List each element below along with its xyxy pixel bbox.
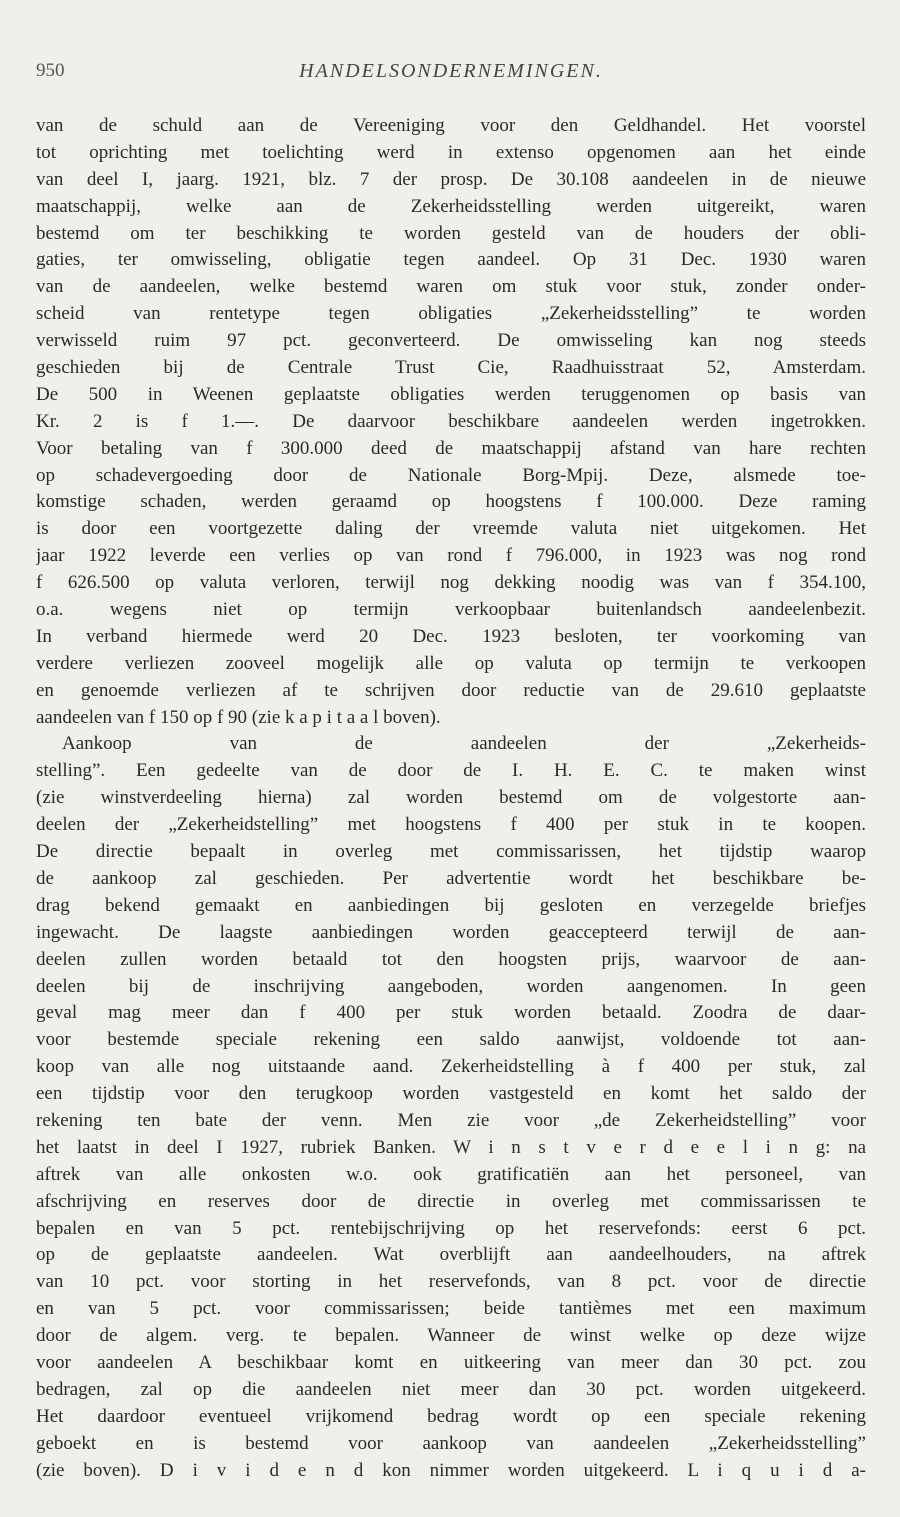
text-line: en genoemde verliezen af te schrijven door reductie van de 29.610 geplaatste <box>36 679 866 701</box>
text-line: voor bestemde speciale rekening een saldo aanwijst, voldoende tot aan- <box>36 1029 866 1051</box>
text-line: geval mag meer dan f 400 per stuk worden betaald. Zoodra de daar- <box>36 1002 866 1024</box>
running-title: HANDELSONDERNEMINGEN. <box>299 60 603 82</box>
text-line: en van 5 pct. voor commissarissen; beide tantièmes met een maximum <box>36 1298 866 1320</box>
text-line: jaar 1922 leverde een verlies op van rond f 796.000, in 1923 was nog rond <box>36 545 866 567</box>
text-line: geboekt en is bestemd voor aankoop van aandeelen „Zekerheidsstelling” <box>36 1432 866 1454</box>
text-line: tot oprichting met toelichting werd in extenso opgenomen aan het einde <box>36 141 866 163</box>
text-line: (zie winstverdeeling hierna) zal worden bestemd om de volgestorte aan- <box>36 787 866 809</box>
text-line: geschieden bij de Centrale Trust Cie, Raadhuisstraat 52, Amsterdam. <box>36 357 866 379</box>
text-line: koop van alle nog uitstaande aand. Zekerheidstelling à f 400 per stuk, zal <box>36 1056 866 1078</box>
text-line: (zie boven). D i v i d e n d kon nimmer worden uitgekeerd. L i q u i d a- <box>36 1459 866 1481</box>
text-line: stelling”. Een gedeelte van de door de I. H. E. C. te maken winst <box>36 760 866 782</box>
section-heading-line: Aankoop van de aandeelen der „Zekerheids- <box>62 733 866 755</box>
text-line: deelen der „Zekerheidstelling” met hoogstens f 400 per stuk in te koopen. <box>36 814 866 836</box>
text-line: deelen bij de inschrijving aangeboden, worden aangenomen. In geen <box>36 975 866 997</box>
text-line: op de geplaatste aandeelen. Wat overblijft aan aandeelhouders, na aftrek <box>36 1244 866 1266</box>
text-line: van deel I, jaarg. 1921, blz. 7 der prosp. De 30.108 aandeelen in de nieuwe <box>36 168 866 190</box>
text-line: van de schuld aan de Vereeniging voor den Geldhandel. Het voorstel <box>36 115 866 136</box>
text-line: In verband hiermede werd 20 Dec. 1923 besloten, ter voorkoming van <box>36 625 866 647</box>
text-line: drag bekend gemaakt en aanbiedingen bij gesloten en verzegelde briefjes <box>36 894 866 916</box>
text-line: bepalen en van 5 pct. rentebijschrijving op het reservefonds: eerst 6 pct. <box>36 1217 866 1239</box>
text-line: bestemd om ter beschikking te worden gesteld van de houders der obli- <box>36 222 866 244</box>
text-line: voor aandeelen A beschikbaar komt en uitkeering van meer dan 30 pct. zou <box>36 1351 866 1373</box>
text-line: Het daardoor eventueel vrijkomend bedrag wordt op een speciale rekening <box>36 1405 866 1427</box>
text-line: f 626.500 op valuta verloren, terwijl nog dekking noodig was van f 354.100, <box>36 572 866 594</box>
body-text <box>36 113 866 1484</box>
running-head <box>36 60 866 86</box>
text-line: aandeelen van f 150 op f 90 (zie k a p i t a a l boven). <box>36 706 441 728</box>
text-line: van 10 pct. voor storting in het reservefonds, van 8 pct. voor de directie <box>36 1271 866 1293</box>
text-line: Kr. 2 is f 1.—. De daarvoor beschikbare aandeelen werden ingetrokken. <box>36 410 866 432</box>
text-line: rekening ten bate der venn. Men zie voor „de Zekerheidstelling” voor <box>36 1109 866 1131</box>
text-line: Voor betaling van f 300.000 deed de maatschappij afstand van hare rechten <box>36 437 866 459</box>
text-line: scheid van rentetype tegen obligaties „Zekerheidsstelling” te worden <box>36 303 866 325</box>
text-line: De directie bepaalt in overleg met commissarissen, het tijdstip waarop <box>36 841 866 863</box>
text-line: deelen zullen worden betaald tot den hoogsten prijs, waarvoor de aan- <box>36 948 866 970</box>
text-line: afschrijving en reserves door de directie in overleg met commissarissen te <box>36 1190 866 1212</box>
text-line: bedragen, zal op die aandeelen niet meer dan 30 pct. worden uitgekeerd. <box>36 1378 866 1400</box>
text-line: verwisseld ruim 97 pct. geconverteerd. De omwisseling kan nog steeds <box>36 330 866 352</box>
text-line: door de algem. verg. te bepalen. Wanneer de winst welke op deze wijze <box>36 1325 866 1347</box>
text-line: het laatst in deel I 1927, rubriek Banken. W i n s t v e r d e e l i n g: na <box>36 1136 866 1158</box>
text-line: ingewacht. De laagste aanbiedingen worden geaccepteerd terwijl de aan- <box>36 921 866 943</box>
text-line: De 500 in Weenen geplaatste obligaties werden teruggenomen op basis van <box>36 383 866 405</box>
text-line: verdere verliezen zooveel mogelijk alle op valuta op termijn te verkoopen <box>36 652 866 674</box>
text-line: aftrek van alle onkosten w.o. ook gratificatiën aan het personeel, van <box>36 1163 866 1185</box>
page-number: 950 <box>36 60 65 81</box>
text-line: o.a. wegens niet op termijn verkoopbaar buitenlandsch aandeelenbezit. <box>36 599 866 621</box>
text-line: is door een voortgezette daling der vreemde valuta niet uitgekomen. Het <box>36 518 866 540</box>
text-line: gaties, ter omwisseling, obligatie tegen aandeel. Op 31 Dec. 1930 waren <box>36 249 866 271</box>
text-line: maatschappij, welke aan de Zekerheidsstelling werden uitgereikt, waren <box>36 195 866 217</box>
text-line: komstige schaden, werden geraamd op hoogstens f 100.000. Deze raming <box>36 491 866 513</box>
text-line: een tijdstip voor den terugkoop worden vastgesteld en komt het saldo der <box>36 1083 866 1105</box>
text-line: de aankoop zal geschieden. Per advertentie wordt het beschikbare be- <box>36 867 866 889</box>
text-line: op schadevergoeding door de Nationale Borg-Mpij. Deze, alsmede toe- <box>36 464 866 486</box>
text-line: van de aandeelen, welke bestemd waren om stuk voor stuk, zonder onder- <box>36 276 866 298</box>
